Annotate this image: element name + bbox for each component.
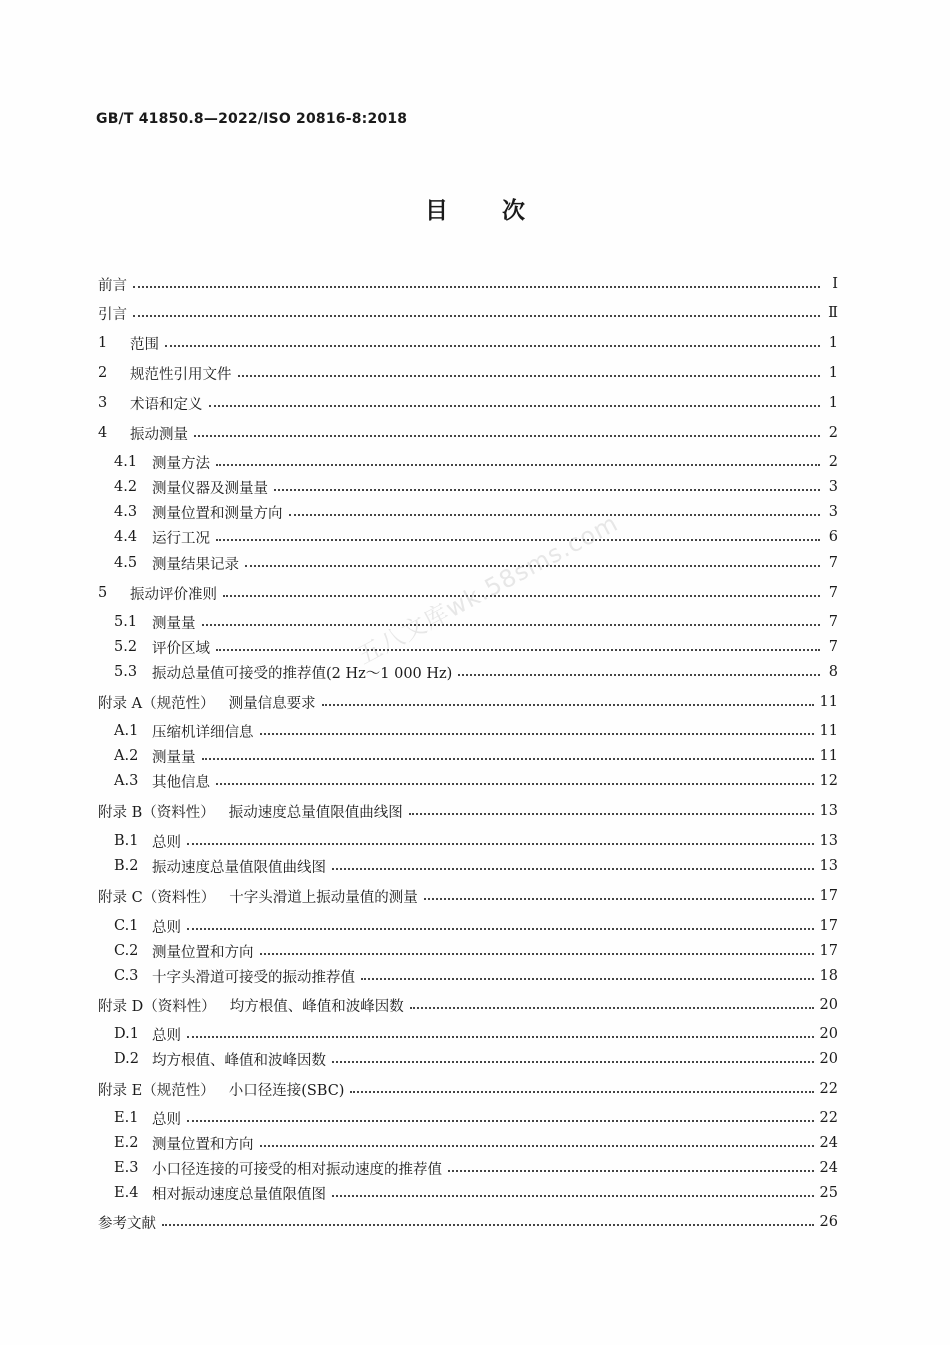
toc-leader-dots [133,314,820,317]
toc-entry-page: 11 [819,748,838,764]
toc-entry-label: 相对振动速度总量值限值图 [152,1186,326,1203]
toc-entry-page: 20 [819,1026,838,1042]
toc-entry-label: 测量信息要求 [228,695,316,712]
toc-entry-label: 总则 [152,1111,181,1128]
toc-entry[interactable] [98,1211,838,1233]
toc-entry-page: Ⅱ [828,305,838,321]
toc-entry-page: 3 [828,479,838,495]
toc-leader-dots [409,812,814,815]
toc-leader-dots [133,285,820,288]
toc-entry[interactable] [114,611,838,633]
toc-leader-dots [209,404,821,407]
toc-entry-number: A.2 [114,748,139,764]
toc-leader-dots [332,867,814,870]
toc-entry[interactable] [114,552,838,574]
toc-entry[interactable] [114,745,838,767]
toc-entry-number: 5 [98,585,108,601]
page-title-part1: 目 [425,198,448,224]
toc-entry-label: 范围 [130,336,159,353]
toc-entry-number: 附录 C（资料性） [98,889,216,906]
toc-entry[interactable] [98,362,838,384]
toc-entry-label: 其他信息 [152,774,210,791]
toc-entry[interactable] [98,800,838,822]
toc-leader-dots [260,1144,814,1147]
toc-entry-number: 5.1 [114,614,138,630]
toc-entry-page: 1 [828,335,838,351]
toc-entry-page: 1 [828,395,838,411]
toc-leader-dots [274,488,820,491]
toc-entry-number: 3 [98,395,108,411]
toc-entry-page: 24 [819,1160,838,1176]
toc-entry-label: 振动速度总量值限值曲线图 [152,859,326,876]
toc-entry-number: C.3 [114,968,139,984]
toc-entry-page: 6 [828,529,838,545]
toc-entry-number: B.2 [114,858,139,874]
toc-entry-label: 测量方法 [152,455,210,472]
toc-entry-number: 4.1 [114,454,138,470]
toc-entry[interactable] [114,1048,838,1070]
toc-entry-label: 测量结果记录 [152,556,239,573]
toc-entry[interactable] [114,1107,838,1129]
toc-entry[interactable] [114,915,838,937]
toc-entry-page: Ⅰ [832,276,838,292]
toc-leader-dots [223,594,820,597]
toc-entry-label: 总则 [152,1027,181,1044]
toc-entry[interactable] [98,885,838,907]
toc-entry-label: 小口径连接(SBC) [228,1082,345,1099]
toc-leader-dots [448,1169,814,1172]
toc-entry-label: 振动总量值可接受的推荐值(2 Hz～1 000 Hz) [152,665,453,682]
toc-entry-label: 总则 [152,919,181,936]
toc-entry-page: 13 [819,858,838,874]
toc-entry[interactable] [98,273,838,295]
toc-leader-dots [332,1060,814,1063]
toc-entry-number: 5.2 [114,639,138,655]
toc-entry[interactable] [114,965,838,987]
toc-leader-dots [216,782,814,785]
toc-leader-dots [260,732,814,735]
toc-entry-page: 20 [819,997,838,1013]
toc-entry-number: C.1 [114,918,139,934]
toc-entry-number: 2 [98,365,108,381]
toc-entry-number: E.3 [114,1160,139,1176]
toc-leader-dots [202,623,821,626]
toc-entry-label: 测量仪器及测量量 [152,480,268,497]
toc-entry-page: 2 [828,454,838,470]
toc-entry-page: 17 [819,918,838,934]
toc-entry-page: 22 [819,1110,838,1126]
toc-leader-dots [216,463,820,466]
toc-entry-label: 测量位置和方向 [152,944,254,961]
toc-entry-page: 7 [828,555,838,571]
toc-entry-label: 十字头滑道可接受的振动推荐值 [152,969,355,986]
toc-entry[interactable] [98,302,838,324]
toc-entry-page: 22 [819,1081,838,1097]
toc-entry-number: 附录 E（规范性） [98,1082,215,1099]
toc-entry-label: 振动评价准则 [130,586,217,603]
toc-entry-page: 24 [819,1135,838,1151]
toc-entry[interactable] [98,994,838,1016]
toc-entry-page: 7 [828,639,838,655]
toc-entry-label: 小口径连接的可接受的相对振动速度的推荐值 [152,1161,442,1178]
page-title-part2: 次 [502,198,525,224]
toc-entry-label: 参考文献 [98,1215,156,1232]
toc-entry-label: 均方根值、峰值和波峰因数 [229,998,404,1015]
toc-leader-dots [260,952,814,955]
toc-entry-label: 测量量 [152,749,196,766]
toc-entry-label: 十字头滑道上振动量值的测量 [229,889,418,906]
toc-entry-number: E.1 [114,1110,139,1126]
toc-leader-dots [361,977,814,980]
toc-entry-page: 3 [828,504,838,520]
toc-entry-number: D.2 [114,1051,139,1067]
toc-entry-number: 4.4 [114,529,138,545]
toc-entry-page: 1 [828,365,838,381]
toc-entry[interactable] [114,636,838,658]
toc-entry-number: 附录 B（资料性） [98,804,215,821]
toc-entry[interactable] [114,830,838,852]
toc-entry-page: 26 [819,1214,838,1230]
toc-entry[interactable] [98,1078,838,1100]
toc-entry-label: 术语和定义 [130,396,203,413]
toc-entry-number: A.1 [114,723,139,739]
toc-leader-dots [410,1006,814,1009]
toc-leader-dots [194,434,820,437]
toc-entry-label: 评价区域 [152,640,210,657]
toc-entry-page: 12 [819,773,838,789]
toc-entry-page: 2 [828,425,838,441]
toc-entry[interactable] [98,392,838,414]
toc-entry[interactable] [98,332,838,354]
toc-entry[interactable] [98,422,838,444]
toc-entry-page: 17 [819,943,838,959]
toc-leader-dots [202,757,814,760]
toc-entry[interactable] [114,1157,838,1179]
toc-entry-number: 4.2 [114,479,138,495]
toc-leader-dots [216,648,820,651]
toc-leader-dots [238,374,821,377]
toc-leader-dots [187,1035,814,1038]
toc-entry-page: 8 [828,664,838,680]
toc-entry-label: 测量量 [152,615,196,632]
toc-entry-page: 13 [819,803,838,819]
toc-entry[interactable] [114,661,838,683]
toc-entry-label: 引言 [98,306,127,323]
toc-entry[interactable] [114,501,838,523]
standard-code: GB/T 41850.8—2022/ISO 20816-8:2018 [96,111,408,127]
toc-entry-number: 4.3 [114,504,138,520]
toc-entry-label: 振动速度总量值限值曲线图 [228,804,403,821]
toc-entry[interactable] [114,1023,838,1045]
toc-entry[interactable] [98,691,838,713]
toc-leader-dots [162,1223,814,1226]
toc-leader-dots [187,927,814,930]
toc-entry[interactable] [114,855,838,877]
toc-entry-number: C.2 [114,943,139,959]
toc-entry-number: B.1 [114,833,139,849]
toc-leader-dots [165,344,820,347]
toc-entry-number: 1 [98,335,108,351]
toc-entry-number: 5.3 [114,664,138,680]
toc-entry-page: 7 [828,614,838,630]
toc-entry-number: D.1 [114,1026,139,1042]
toc-entry-number: 附录 A（规范性） [98,695,215,712]
toc-leader-dots [216,538,820,541]
toc-leader-dots [350,1090,813,1093]
toc-entry-label: 均方根值、峰值和波峰因数 [152,1052,326,1069]
toc-entry[interactable] [114,1182,838,1204]
toc-entry-label: 压缩机详细信息 [152,724,254,741]
toc-entry[interactable] [114,940,838,962]
toc-leader-dots [424,897,814,900]
toc-entry-page: 13 [819,833,838,849]
toc-entry-page: 7 [828,585,838,601]
toc-entry[interactable] [114,770,838,792]
toc-entry-number: 附录 D（资料性） [98,998,216,1015]
toc-leader-dots [289,513,821,516]
toc-entry-page: 20 [819,1051,838,1067]
toc-leader-dots [458,673,820,676]
toc-entry-label: 测量位置和方向 [152,1136,254,1153]
toc-entry-label: 规范性引用文件 [130,366,232,383]
toc-leader-dots [187,842,814,845]
toc-entry[interactable] [114,720,838,742]
toc-entry-number: E.2 [114,1135,139,1151]
toc-entry-number: 4 [98,425,108,441]
toc-leader-dots [187,1119,814,1122]
toc-entry[interactable] [114,476,838,498]
toc-entry[interactable] [114,526,838,548]
toc-entry-label: 测量位置和测量方向 [152,505,283,522]
toc-entry-label: 总则 [152,834,181,851]
toc-entry-label: 前言 [98,277,127,294]
toc-entry-number: A.3 [114,773,139,789]
toc-entry-page: 17 [819,888,838,904]
toc-entry-number: 4.5 [114,555,138,571]
toc-entry-label: 振动测量 [130,426,188,443]
toc-entry-label: 运行工况 [152,530,210,547]
toc-entry-page: 11 [819,694,838,710]
toc-entry[interactable] [114,451,838,473]
toc-leader-dots [322,703,814,706]
watermark: 五八文库wk.58sms.com [352,508,623,671]
toc-entry-page: 25 [819,1185,838,1201]
toc-entry-page: 11 [819,723,838,739]
toc-leader-dots [332,1194,814,1197]
toc-entry-page: 18 [819,968,838,984]
toc-entry[interactable] [114,1132,838,1154]
toc-entry-number: E.4 [114,1185,139,1201]
